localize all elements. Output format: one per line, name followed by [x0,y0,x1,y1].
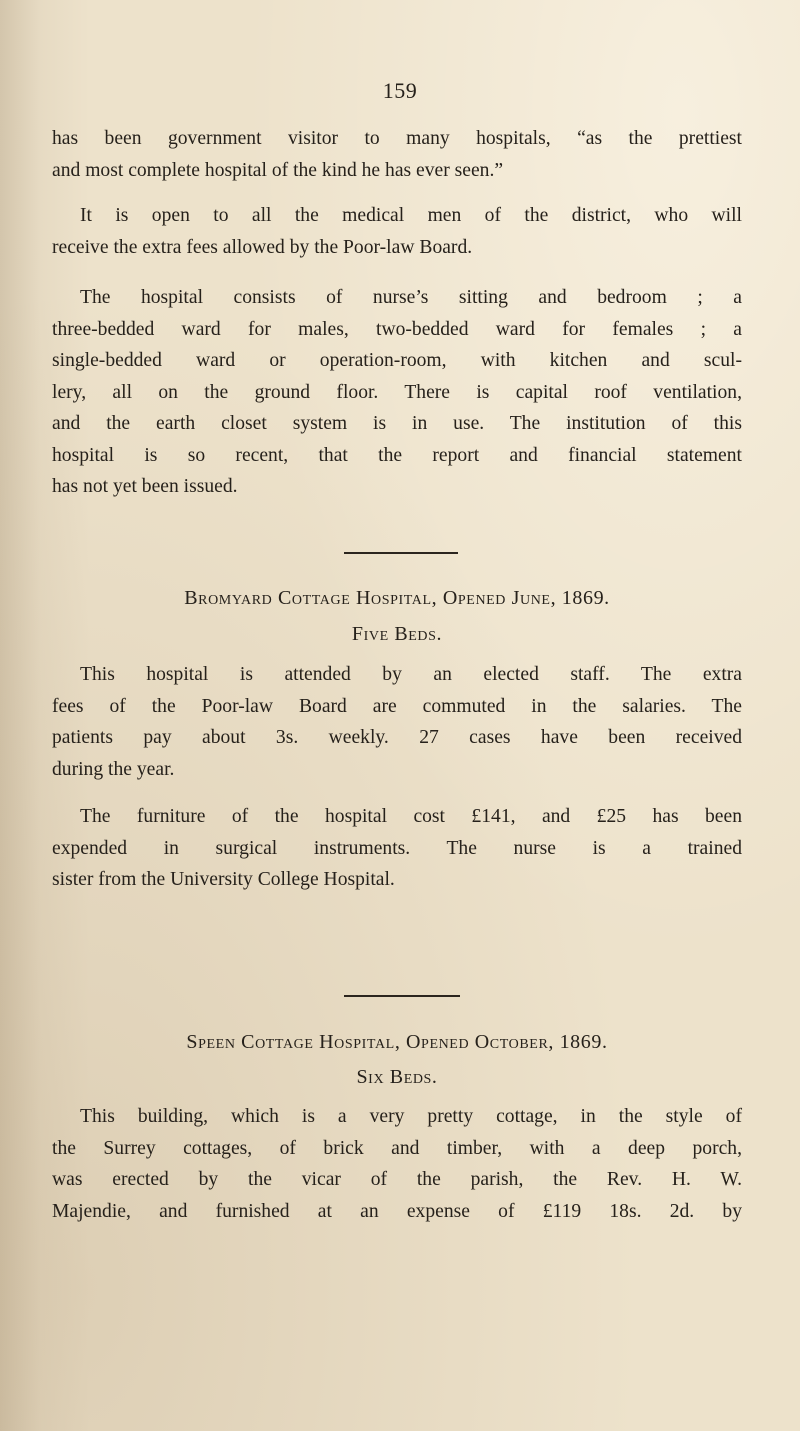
paragraph-continuation [52,123,742,186]
text-line: three-bedded ward for males, two-bedded ward for females ; a [52,318,742,340]
text-line: and the earth closet system is in use. The institution of this [52,413,742,434]
text-line: The furniture of the hospital cost £141, and £25 has been [80,806,742,827]
text-line: lery, all on the ground floor. There is capital roof ventilation, [52,381,742,403]
text-line: and most complete hospital of the kind he has ever seen.” [52,159,504,181]
page-number: 159 [382,78,418,103]
text-line: sister from the University College Hospital. [52,869,395,890]
paragraph-attended-by-staff [52,659,742,785]
section-heading-bromyard: Bromyard Cottage Hospital, Opened June, 1869. [184,587,610,609]
text-line: hospital is so recent, that the report and financial statement [52,444,742,466]
paragraph-building-description [52,1101,742,1227]
text-line: single-bedded ward or operation-room, with kitchen and scul- [52,350,742,371]
section-divider [344,995,460,997]
section-divider [344,552,458,554]
paragraph-open-to-medical-men [52,200,742,263]
text-line: expended in surgical instruments. The nurse is a trained [52,837,742,859]
section-subheading-six-beds: Six Beds. [356,1066,438,1088]
paragraph-furniture-cost [52,801,742,896]
text-line: during the year. [52,758,175,780]
section-subheading-five-beds: Five Beds. [351,623,443,645]
paragraph-hospital-consists [52,282,742,503]
text-line: This building, which is a very pretty cottage, in the style of [80,1106,742,1127]
text-line: has been government visitor to many hospitals, “as the prettiest [52,128,742,149]
text-line: The hospital consists of nurse’s sitting and bedroom ; a [80,287,742,308]
text-line: receive the extra fees allowed by the Poor-law Board. [52,236,473,258]
text-line: It is open to all the medical men of the district, who will [80,205,742,226]
text-line: Majendie, and furnished at an expense of £119 18s. 2d. by [52,1200,742,1222]
text-line: was erected by the vicar of the parish, the Rev. H. W. [52,1169,742,1190]
text-line: This hospital is attended by an elected staff. The extra [80,664,742,685]
text-line: the Surrey cottages, of brick and timber, with a deep porch, [52,1137,742,1159]
text-line: patients pay about 3s. weekly. 27 cases have been received [52,727,742,748]
text-line: fees of the Poor-law Board are commuted in the salaries. The [52,695,742,717]
section-heading-speen: Speen Cottage Hospital, Opened October, 1869. [186,1031,608,1053]
text-line: has not yet been issued. [52,476,238,497]
